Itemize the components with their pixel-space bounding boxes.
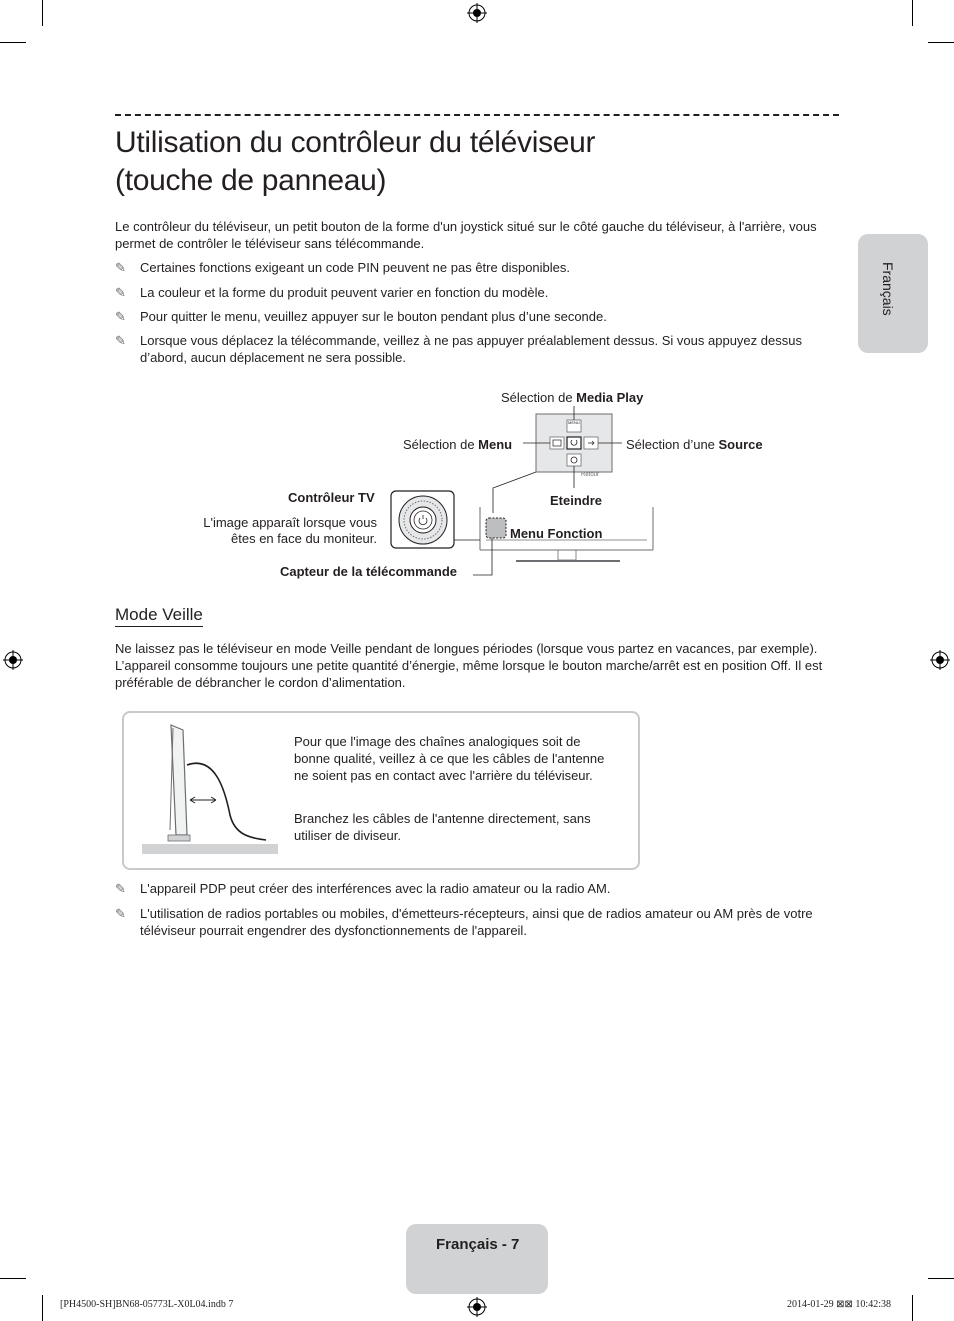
note-text: La couleur et la forme du produit peuvent varier en fonction du modèle. bbox=[140, 285, 549, 300]
print-slug-left: [PH4500-SH]BN68-05773L-X0L04.indb 7 bbox=[60, 1299, 234, 1310]
return-key bbox=[567, 437, 581, 449]
page-number-label: Français - 7 bbox=[436, 1236, 520, 1253]
controleur-tv-label bbox=[288, 490, 375, 506]
note-text: Lorsque vous déplacez la télécommande, veillez à ne pas appuyer préalablement dessus. Si vous appuyez dessus d’abord, aucun déplacement ne sera possible. bbox=[140, 333, 802, 365]
registration-mark-icon bbox=[467, 1297, 487, 1317]
capteur-label bbox=[280, 564, 457, 580]
page-number-tab bbox=[406, 1224, 548, 1294]
label-prefix: Sélection de bbox=[403, 437, 479, 452]
tv-side-antenna-illustration bbox=[140, 720, 280, 858]
page-title bbox=[115, 124, 815, 200]
antenna-box-text: Branchez les câbles de l'antenne directement, sans utiliser de diviseur. bbox=[294, 811, 591, 843]
pencil-note-icon: ✎ bbox=[115, 881, 126, 896]
label-bold: Capteur de la télécommande bbox=[280, 564, 457, 579]
mode-veille-paragraph: Ne laissez pas le téléviseur en mode Veille pendant de longues périodes (lorsque vous partez en vacances, par exemple). L’appareil consomme toujours une petite quantité d’énergie, même lorsque le bouton marche/arrêt est en position Off. Il est préférable de débrancher le cordon d’alimentation. bbox=[115, 641, 823, 690]
print-slug-right: 2014-01-29 ⊠⊠ 10:42:38 bbox=[787, 1299, 891, 1310]
controleur-desc-line: êtes en face du moniteur. bbox=[231, 531, 377, 546]
crop-mark bbox=[928, 1278, 954, 1279]
note-text: Pour quitter le menu, veuillez appuyer sur le bouton pendant plus d’une seconde. bbox=[140, 309, 607, 324]
crop-mark bbox=[42, 1295, 43, 1321]
page-title-line: Utilisation du contrôleur du téléviseur bbox=[115, 126, 596, 159]
crop-mark bbox=[0, 42, 26, 43]
mini-retour-label: Retour bbox=[581, 472, 600, 478]
panel-controller-diagram bbox=[0, 380, 954, 590]
title-rule bbox=[115, 114, 839, 116]
crop-mark bbox=[912, 1295, 913, 1321]
pencil-note-icon: ✎ bbox=[115, 333, 126, 348]
label-bold: Menu Fonction bbox=[510, 526, 603, 541]
menu-label bbox=[403, 437, 512, 453]
label-prefix: Sélection d’une bbox=[626, 437, 719, 452]
note-text: L'appareil PDP peut créer des interférences avec la radio amateur ou la radio AM. bbox=[140, 881, 611, 896]
antenna-box-text: Pour que l'image des chaînes analogiques soit de bonne qualité, veillez à ce que les câbles de l'antenne ne soient pas en contact avec l'arrière du téléviseur. bbox=[294, 734, 605, 783]
crop-mark bbox=[42, 0, 43, 26]
controleur-desc-line: L'image apparaît lorsque vous bbox=[203, 515, 377, 530]
menu-key bbox=[550, 437, 564, 449]
label-bold: Eteindre bbox=[550, 493, 603, 508]
language-side-tab bbox=[858, 234, 928, 353]
crop-mark bbox=[912, 0, 913, 26]
power-off-key bbox=[567, 454, 581, 466]
section-heading: Mode Veille bbox=[115, 605, 203, 627]
note-text: Certaines fonctions exigeant un code PIN peuvent ne pas être disponibles. bbox=[140, 260, 570, 275]
registration-mark-icon bbox=[467, 3, 487, 23]
pencil-note-icon: ✎ bbox=[115, 285, 126, 300]
registration-mark-icon bbox=[3, 650, 23, 670]
source-label bbox=[626, 437, 763, 453]
page-title-line: (touche de panneau) bbox=[115, 164, 387, 197]
note-text: L'utilisation de radios portables ou mobiles, d'émetteurs-récepteurs, ainsi que de radios amateur ou AM près de votre téléviseur pourrait engendrer des dysfonctionnements de l'appareil. bbox=[140, 906, 813, 938]
language-side-tab-label: Français bbox=[880, 262, 896, 316]
label-bold: Media Play bbox=[576, 390, 644, 405]
pencil-note-icon: ✎ bbox=[115, 309, 126, 324]
crop-mark bbox=[928, 42, 954, 43]
media-play-label bbox=[501, 390, 643, 406]
label-bold: Contrôleur TV bbox=[288, 490, 375, 505]
crop-mark bbox=[0, 1278, 26, 1279]
mini-menu-label: MENU bbox=[568, 420, 580, 425]
intro-paragraph: Le contrôleur du téléviseur, un petit bouton de la forme d'un joystick situé sur le côté gauche du téléviseur, à l'arrière, vous permet de contrôler le téléviseur sans télécommande. bbox=[115, 219, 817, 251]
label-bold: Menu bbox=[478, 437, 513, 452]
eteindre-label bbox=[550, 493, 602, 509]
pencil-note-icon: ✎ bbox=[115, 260, 126, 275]
menu-fonction-label bbox=[510, 526, 602, 542]
label-bold: Source bbox=[718, 437, 763, 452]
registration-mark-icon bbox=[930, 650, 950, 670]
label-prefix: Sélection de bbox=[501, 390, 577, 405]
pencil-note-icon: ✎ bbox=[115, 906, 126, 921]
